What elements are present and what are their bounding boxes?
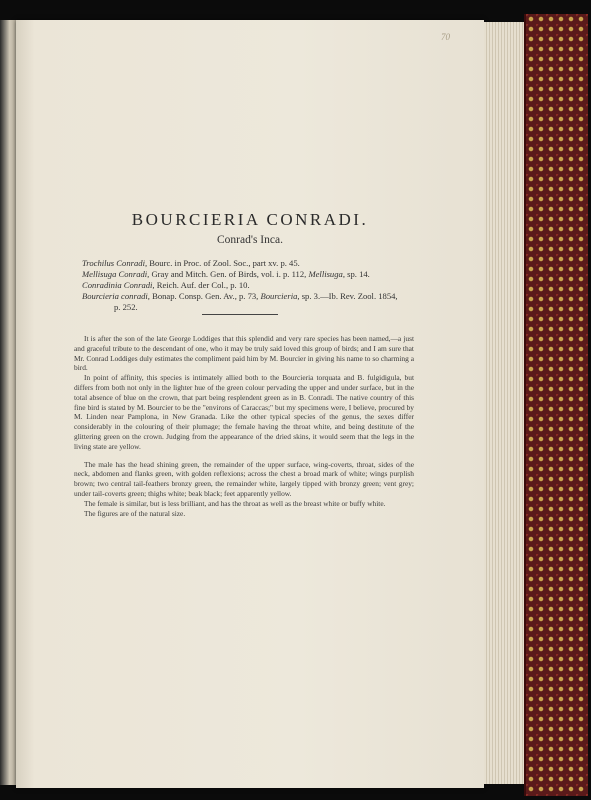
paragraph-affinity: In point of affinity, this species is intimately allied both to the Bourcieria torquata and B. fulgidigula, but differs from both not only in the lighter hue of the green colour pervading the upper and under surface, but in the total absence of blue on the crown, that part being resplendent green as in B. Conradi. The native country of this fine bird is stated by M. Bourcier to be the "environs of Caraccas;" but my specimens were, I believe, procured by M. Linden near Pamplona, in New Granada. Like the other typical species of the genus, the sexes differ considerably in the colouring of their plumage; the female having the throat white, and being destitute of the glittering green on the crown. Judging from the appearance of the dried skins, it would seem that the legs in the living state are yellow. <box>74 373 414 451</box>
synonym-reference: Bourc. in Proc. of Zool. Soc., part xv. p. 45. <box>147 258 300 268</box>
synonym-name: Trochilus Conradi, <box>82 258 148 268</box>
synonym-reference: Gray and Mitch. Gen. of Birds, vol. i. p. 112, <box>149 269 309 279</box>
synonym-name: Mellisuga Conradi, <box>82 269 150 279</box>
synonym-genus: Bourcieria <box>260 291 298 301</box>
page-subtitle: Conrad's Inca. <box>217 234 283 246</box>
paragraph-figures: The figures are of the natural size. <box>84 508 186 518</box>
synonym-name: Bourcieria conradi, <box>82 291 150 301</box>
synonym-entry <box>82 258 412 269</box>
synonym-entry <box>82 291 412 313</box>
page-number: 70 <box>441 32 450 42</box>
synonym-name: Conradinia Conradi, <box>82 280 155 290</box>
paragraph-male: The male has the head shining green, the remainder of the upper surface, wing-coverts, throat, sides of the neck, abdomen and flanks green, with golden reflexions; across the chest a broad mark of white; wings purplish brown; two central tail-feathers bronzy green, the remainder white, largely tipped with bronzy green; vent grey; under tail-coverts green; thighs white; beak black; feet apparently yellow. <box>74 459 414 498</box>
synonym-entry <box>82 269 412 280</box>
species-description <box>74 334 414 518</box>
page-title: BOURCIERIA CONRADI. <box>131 210 369 229</box>
synonym-continuation: p. 252. <box>114 302 138 312</box>
synonym-reference: , sp. 3.—Ib. Rev. Zool. 1854, <box>297 291 398 301</box>
previous-page-edge <box>0 20 16 785</box>
synonym-reference: Bonap. Consp. Gen. Av., p. 73, <box>149 291 261 301</box>
book-page <box>16 20 484 788</box>
synonym-genus: Mellisuga <box>308 269 343 279</box>
divider-rule <box>202 314 278 315</box>
paragraph-intro: It is after the son of the late George Loddiges that this splendid and very rare species has been named,—a just and graceful tribute to the descendant of one, who it may be truly said loved this group of birds; and I am sure that Mr. Conrad Loddiges duly estimates the compliment paid him by M. Bourcier in giving his name to so charming a bird. <box>74 334 414 373</box>
page-block-edge <box>484 22 524 784</box>
synonym-entry <box>82 280 412 291</box>
paragraph-female: The female is similar, but is less brilliant, and has the throat as well as the breast white or buffy white. <box>84 498 386 508</box>
synonymy-list <box>82 258 412 313</box>
synonym-reference: Reich. Auf. der Col., p. 10. <box>154 280 250 290</box>
synonym-reference: , sp. 14. <box>342 269 370 279</box>
decorative-cover-edge <box>524 14 588 796</box>
